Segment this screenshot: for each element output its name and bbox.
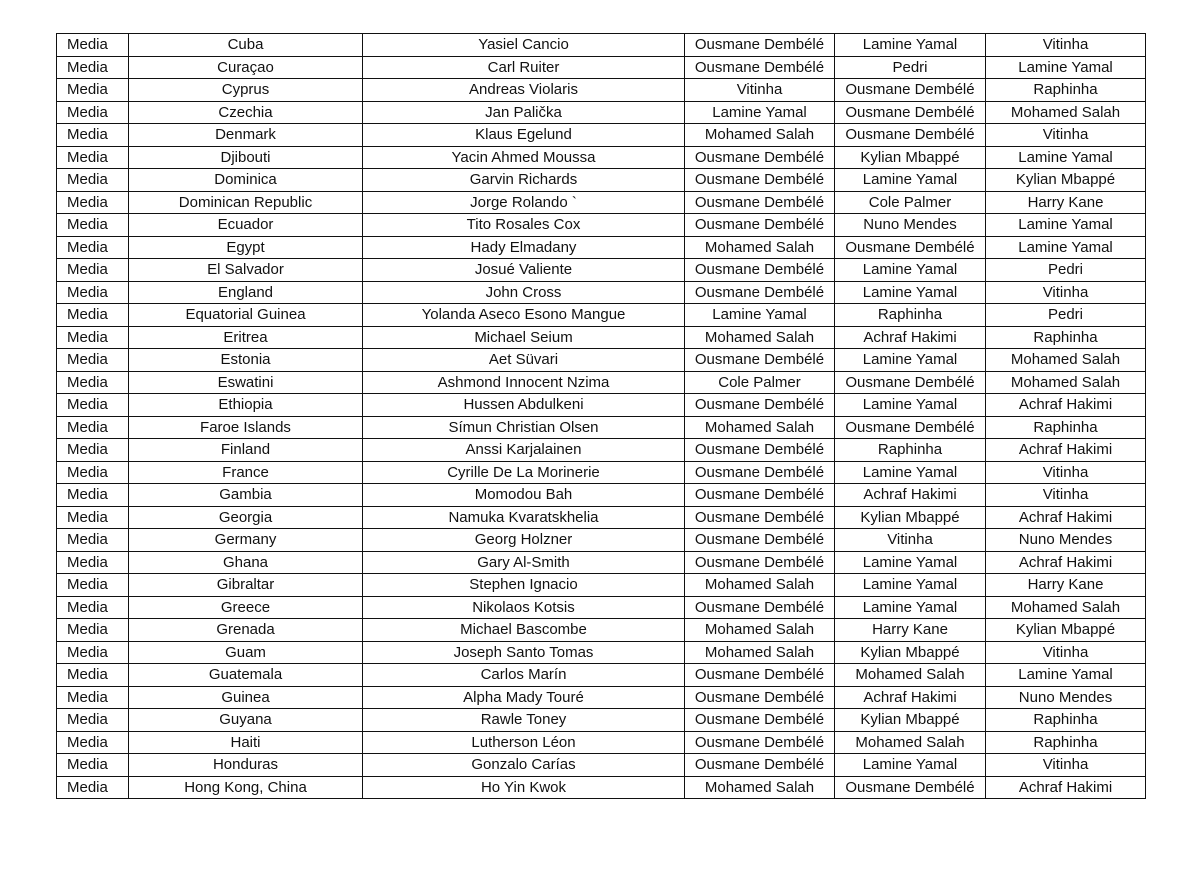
third-choice-cell: Mohamed Salah bbox=[986, 101, 1146, 124]
voter-cell: Ashmond Innocent Nzima bbox=[363, 371, 685, 394]
second-choice-cell: Achraf Hakimi bbox=[835, 484, 986, 507]
country-cell: Ethiopia bbox=[129, 394, 363, 417]
table-row bbox=[57, 304, 1146, 327]
first-choice-cell: Ousmane Dembélé bbox=[685, 146, 835, 169]
second-choice-cell: Ousmane Dembélé bbox=[835, 101, 986, 124]
category-cell: Media bbox=[57, 394, 129, 417]
first-choice-cell: Vitinha bbox=[685, 79, 835, 102]
voter-cell: Tito Rosales Cox bbox=[363, 214, 685, 237]
voter-cell: Momodou Bah bbox=[363, 484, 685, 507]
category-cell: Media bbox=[57, 34, 129, 57]
country-cell: France bbox=[129, 461, 363, 484]
table-row bbox=[57, 574, 1146, 597]
country-cell: Dominican Republic bbox=[129, 191, 363, 214]
country-cell: Grenada bbox=[129, 619, 363, 642]
first-choice-cell: Mohamed Salah bbox=[685, 326, 835, 349]
category-cell: Media bbox=[57, 304, 129, 327]
third-choice-cell: Vitinha bbox=[986, 641, 1146, 664]
second-choice-cell: Kylian Mbappé bbox=[835, 506, 986, 529]
third-choice-cell: Raphinha bbox=[986, 709, 1146, 732]
table-row bbox=[57, 619, 1146, 642]
third-choice-cell: Vitinha bbox=[986, 484, 1146, 507]
country-cell: Germany bbox=[129, 529, 363, 552]
third-choice-cell: Pedri bbox=[986, 259, 1146, 282]
first-choice-cell: Ousmane Dembélé bbox=[685, 259, 835, 282]
third-choice-cell: Vitinha bbox=[986, 124, 1146, 147]
third-choice-cell: Kylian Mbappé bbox=[986, 619, 1146, 642]
voter-cell: Namuka Kvaratskhelia bbox=[363, 506, 685, 529]
category-cell: Media bbox=[57, 124, 129, 147]
first-choice-cell: Ousmane Dembélé bbox=[685, 754, 835, 777]
voter-cell: Hussen Abdulkeni bbox=[363, 394, 685, 417]
voter-cell: Ho Yin Kwok bbox=[363, 776, 685, 799]
country-cell: Guinea bbox=[129, 686, 363, 709]
second-choice-cell: Ousmane Dembélé bbox=[835, 79, 986, 102]
second-choice-cell: Lamine Yamal bbox=[835, 551, 986, 574]
table-row bbox=[57, 776, 1146, 799]
first-choice-cell: Ousmane Dembélé bbox=[685, 686, 835, 709]
second-choice-cell: Lamine Yamal bbox=[835, 754, 986, 777]
table-row bbox=[57, 416, 1146, 439]
country-cell: Finland bbox=[129, 439, 363, 462]
category-cell: Media bbox=[57, 484, 129, 507]
category-cell: Media bbox=[57, 641, 129, 664]
votes-table bbox=[56, 33, 1146, 799]
first-choice-cell: Lamine Yamal bbox=[685, 304, 835, 327]
second-choice-cell: Raphinha bbox=[835, 439, 986, 462]
voter-cell: Yolanda Aseco Esono Mangue bbox=[363, 304, 685, 327]
first-choice-cell: Mohamed Salah bbox=[685, 641, 835, 664]
country-cell: Greece bbox=[129, 596, 363, 619]
category-cell: Media bbox=[57, 709, 129, 732]
country-cell: Gambia bbox=[129, 484, 363, 507]
table-row bbox=[57, 79, 1146, 102]
third-choice-cell: Raphinha bbox=[986, 79, 1146, 102]
voter-cell: Símun Christian Olsen bbox=[363, 416, 685, 439]
first-choice-cell: Ousmane Dembélé bbox=[685, 461, 835, 484]
second-choice-cell: Achraf Hakimi bbox=[835, 686, 986, 709]
second-choice-cell: Lamine Yamal bbox=[835, 281, 986, 304]
category-cell: Media bbox=[57, 664, 129, 687]
second-choice-cell: Lamine Yamal bbox=[835, 259, 986, 282]
third-choice-cell: Lamine Yamal bbox=[986, 664, 1146, 687]
table-row bbox=[57, 529, 1146, 552]
third-choice-cell: Achraf Hakimi bbox=[986, 394, 1146, 417]
country-cell: Denmark bbox=[129, 124, 363, 147]
first-choice-cell: Mohamed Salah bbox=[685, 416, 835, 439]
first-choice-cell: Ousmane Dembélé bbox=[685, 349, 835, 372]
table-row bbox=[57, 731, 1146, 754]
country-cell: Ecuador bbox=[129, 214, 363, 237]
second-choice-cell: Lamine Yamal bbox=[835, 349, 986, 372]
country-cell: Georgia bbox=[129, 506, 363, 529]
table-row bbox=[57, 349, 1146, 372]
voter-cell: Garvin Richards bbox=[363, 169, 685, 192]
third-choice-cell: Raphinha bbox=[986, 731, 1146, 754]
country-cell: Czechia bbox=[129, 101, 363, 124]
voter-cell: Michael Seium bbox=[363, 326, 685, 349]
voter-cell: Carl Ruiter bbox=[363, 56, 685, 79]
votes-table-body bbox=[57, 34, 1146, 799]
second-choice-cell: Kylian Mbappé bbox=[835, 146, 986, 169]
country-cell: Cyprus bbox=[129, 79, 363, 102]
category-cell: Media bbox=[57, 596, 129, 619]
table-row bbox=[57, 709, 1146, 732]
table-row bbox=[57, 664, 1146, 687]
table-row bbox=[57, 146, 1146, 169]
table-row bbox=[57, 551, 1146, 574]
second-choice-cell: Kylian Mbappé bbox=[835, 641, 986, 664]
second-choice-cell: Lamine Yamal bbox=[835, 394, 986, 417]
third-choice-cell: Nuno Mendes bbox=[986, 529, 1146, 552]
third-choice-cell: Mohamed Salah bbox=[986, 349, 1146, 372]
voter-cell: Nikolaos Kotsis bbox=[363, 596, 685, 619]
category-cell: Media bbox=[57, 79, 129, 102]
third-choice-cell: Achraf Hakimi bbox=[986, 551, 1146, 574]
country-cell: Equatorial Guinea bbox=[129, 304, 363, 327]
table-row bbox=[57, 191, 1146, 214]
second-choice-cell: Lamine Yamal bbox=[835, 34, 986, 57]
third-choice-cell: Harry Kane bbox=[986, 191, 1146, 214]
country-cell: Faroe Islands bbox=[129, 416, 363, 439]
second-choice-cell: Harry Kane bbox=[835, 619, 986, 642]
category-cell: Media bbox=[57, 686, 129, 709]
category-cell: Media bbox=[57, 551, 129, 574]
table-row bbox=[57, 34, 1146, 57]
table-row bbox=[57, 281, 1146, 304]
country-cell: Haiti bbox=[129, 731, 363, 754]
voter-cell: Carlos Marín bbox=[363, 664, 685, 687]
first-choice-cell: Mohamed Salah bbox=[685, 776, 835, 799]
voter-cell: Lutherson Léon bbox=[363, 731, 685, 754]
country-cell: Gibraltar bbox=[129, 574, 363, 597]
first-choice-cell: Ousmane Dembélé bbox=[685, 394, 835, 417]
voter-cell: Georg Holzner bbox=[363, 529, 685, 552]
first-choice-cell: Ousmane Dembélé bbox=[685, 506, 835, 529]
table-row bbox=[57, 236, 1146, 259]
table-row bbox=[57, 484, 1146, 507]
first-choice-cell: Ousmane Dembélé bbox=[685, 529, 835, 552]
first-choice-cell: Mohamed Salah bbox=[685, 619, 835, 642]
third-choice-cell: Mohamed Salah bbox=[986, 596, 1146, 619]
second-choice-cell: Mohamed Salah bbox=[835, 731, 986, 754]
voter-cell: Josué Valiente bbox=[363, 259, 685, 282]
third-choice-cell: Lamine Yamal bbox=[986, 146, 1146, 169]
category-cell: Media bbox=[57, 101, 129, 124]
third-choice-cell: Achraf Hakimi bbox=[986, 776, 1146, 799]
voter-cell: Jorge Rolando ` bbox=[363, 191, 685, 214]
country-cell: Curaçao bbox=[129, 56, 363, 79]
third-choice-cell: Kylian Mbappé bbox=[986, 169, 1146, 192]
country-cell: Dominica bbox=[129, 169, 363, 192]
second-choice-cell: Lamine Yamal bbox=[835, 596, 986, 619]
second-choice-cell: Raphinha bbox=[835, 304, 986, 327]
table-row bbox=[57, 326, 1146, 349]
table-row bbox=[57, 169, 1146, 192]
country-cell: Djibouti bbox=[129, 146, 363, 169]
category-cell: Media bbox=[57, 754, 129, 777]
table-row bbox=[57, 214, 1146, 237]
third-choice-cell: Lamine Yamal bbox=[986, 214, 1146, 237]
category-cell: Media bbox=[57, 56, 129, 79]
second-choice-cell: Ousmane Dembélé bbox=[835, 776, 986, 799]
voter-cell: Yasiel Cancio bbox=[363, 34, 685, 57]
third-choice-cell: Raphinha bbox=[986, 326, 1146, 349]
category-cell: Media bbox=[57, 169, 129, 192]
second-choice-cell: Ousmane Dembélé bbox=[835, 371, 986, 394]
third-choice-cell: Harry Kane bbox=[986, 574, 1146, 597]
voter-cell: Joseph Santo Tomas bbox=[363, 641, 685, 664]
country-cell: Hong Kong, China bbox=[129, 776, 363, 799]
first-choice-cell: Mohamed Salah bbox=[685, 574, 835, 597]
country-cell: Estonia bbox=[129, 349, 363, 372]
second-choice-cell: Pedri bbox=[835, 56, 986, 79]
voter-cell: Rawle Toney bbox=[363, 709, 685, 732]
first-choice-cell: Ousmane Dembélé bbox=[685, 664, 835, 687]
table-row bbox=[57, 461, 1146, 484]
country-cell: England bbox=[129, 281, 363, 304]
first-choice-cell: Ousmane Dembélé bbox=[685, 281, 835, 304]
category-cell: Media bbox=[57, 349, 129, 372]
voter-cell: Alpha Mady Touré bbox=[363, 686, 685, 709]
first-choice-cell: Ousmane Dembélé bbox=[685, 731, 835, 754]
category-cell: Media bbox=[57, 259, 129, 282]
voter-cell: Aet Süvari bbox=[363, 349, 685, 372]
table-row bbox=[57, 371, 1146, 394]
third-choice-cell: Nuno Mendes bbox=[986, 686, 1146, 709]
third-choice-cell: Vitinha bbox=[986, 34, 1146, 57]
first-choice-cell: Ousmane Dembélé bbox=[685, 34, 835, 57]
voter-cell: Cyrille De La Morinerie bbox=[363, 461, 685, 484]
category-cell: Media bbox=[57, 191, 129, 214]
first-choice-cell: Ousmane Dembélé bbox=[685, 484, 835, 507]
category-cell: Media bbox=[57, 439, 129, 462]
first-choice-cell: Ousmane Dembélé bbox=[685, 191, 835, 214]
second-choice-cell: Vitinha bbox=[835, 529, 986, 552]
country-cell: Egypt bbox=[129, 236, 363, 259]
second-choice-cell: Lamine Yamal bbox=[835, 574, 986, 597]
third-choice-cell: Achraf Hakimi bbox=[986, 439, 1146, 462]
table-row bbox=[57, 259, 1146, 282]
first-choice-cell: Cole Palmer bbox=[685, 371, 835, 394]
third-choice-cell: Lamine Yamal bbox=[986, 56, 1146, 79]
first-choice-cell: Ousmane Dembélé bbox=[685, 551, 835, 574]
category-cell: Media bbox=[57, 326, 129, 349]
third-choice-cell: Pedri bbox=[986, 304, 1146, 327]
country-cell: El Salvador bbox=[129, 259, 363, 282]
category-cell: Media bbox=[57, 236, 129, 259]
country-cell: Eritrea bbox=[129, 326, 363, 349]
third-choice-cell: Vitinha bbox=[986, 754, 1146, 777]
table-row bbox=[57, 124, 1146, 147]
first-choice-cell: Ousmane Dembélé bbox=[685, 214, 835, 237]
first-choice-cell: Lamine Yamal bbox=[685, 101, 835, 124]
table-row bbox=[57, 596, 1146, 619]
third-choice-cell: Mohamed Salah bbox=[986, 371, 1146, 394]
first-choice-cell: Ousmane Dembélé bbox=[685, 439, 835, 462]
third-choice-cell: Lamine Yamal bbox=[986, 236, 1146, 259]
first-choice-cell: Ousmane Dembélé bbox=[685, 169, 835, 192]
category-cell: Media bbox=[57, 731, 129, 754]
country-cell: Guatemala bbox=[129, 664, 363, 687]
third-choice-cell: Vitinha bbox=[986, 461, 1146, 484]
second-choice-cell: Achraf Hakimi bbox=[835, 326, 986, 349]
category-cell: Media bbox=[57, 776, 129, 799]
country-cell: Honduras bbox=[129, 754, 363, 777]
third-choice-cell: Raphinha bbox=[986, 416, 1146, 439]
table-row bbox=[57, 506, 1146, 529]
category-cell: Media bbox=[57, 529, 129, 552]
voter-cell: Gary Al-Smith bbox=[363, 551, 685, 574]
second-choice-cell: Nuno Mendes bbox=[835, 214, 986, 237]
category-cell: Media bbox=[57, 281, 129, 304]
second-choice-cell: Ousmane Dembélé bbox=[835, 236, 986, 259]
second-choice-cell: Lamine Yamal bbox=[835, 461, 986, 484]
second-choice-cell: Kylian Mbappé bbox=[835, 709, 986, 732]
voter-cell: John Cross bbox=[363, 281, 685, 304]
category-cell: Media bbox=[57, 416, 129, 439]
country-cell: Eswatini bbox=[129, 371, 363, 394]
first-choice-cell: Ousmane Dembélé bbox=[685, 596, 835, 619]
category-cell: Media bbox=[57, 146, 129, 169]
first-choice-cell: Ousmane Dembélé bbox=[685, 709, 835, 732]
table-row bbox=[57, 101, 1146, 124]
category-cell: Media bbox=[57, 574, 129, 597]
first-choice-cell: Ousmane Dembélé bbox=[685, 56, 835, 79]
category-cell: Media bbox=[57, 619, 129, 642]
second-choice-cell: Ousmane Dembélé bbox=[835, 124, 986, 147]
first-choice-cell: Mohamed Salah bbox=[685, 236, 835, 259]
voter-cell: Stephen Ignacio bbox=[363, 574, 685, 597]
first-choice-cell: Mohamed Salah bbox=[685, 124, 835, 147]
third-choice-cell: Achraf Hakimi bbox=[986, 506, 1146, 529]
table-row bbox=[57, 394, 1146, 417]
voter-cell: Anssi Karjalainen bbox=[363, 439, 685, 462]
country-cell: Cuba bbox=[129, 34, 363, 57]
voter-cell: Gonzalo Carías bbox=[363, 754, 685, 777]
voter-cell: Hady Elmadany bbox=[363, 236, 685, 259]
country-cell: Guam bbox=[129, 641, 363, 664]
third-choice-cell: Vitinha bbox=[986, 281, 1146, 304]
table-row bbox=[57, 439, 1146, 462]
second-choice-cell: Mohamed Salah bbox=[835, 664, 986, 687]
category-cell: Media bbox=[57, 371, 129, 394]
table-row bbox=[57, 686, 1146, 709]
voter-cell: Yacin Ahmed Moussa bbox=[363, 146, 685, 169]
second-choice-cell: Ousmane Dembélé bbox=[835, 416, 986, 439]
category-cell: Media bbox=[57, 506, 129, 529]
table-row bbox=[57, 641, 1146, 664]
country-cell: Ghana bbox=[129, 551, 363, 574]
table-row bbox=[57, 56, 1146, 79]
second-choice-cell: Cole Palmer bbox=[835, 191, 986, 214]
country-cell: Guyana bbox=[129, 709, 363, 732]
voter-cell: Andreas Violaris bbox=[363, 79, 685, 102]
second-choice-cell: Lamine Yamal bbox=[835, 169, 986, 192]
category-cell: Media bbox=[57, 461, 129, 484]
voter-cell: Klaus Egelund bbox=[363, 124, 685, 147]
category-cell: Media bbox=[57, 214, 129, 237]
voter-cell: Michael Bascombe bbox=[363, 619, 685, 642]
voter-cell: Jan Palička bbox=[363, 101, 685, 124]
table-row bbox=[57, 754, 1146, 777]
